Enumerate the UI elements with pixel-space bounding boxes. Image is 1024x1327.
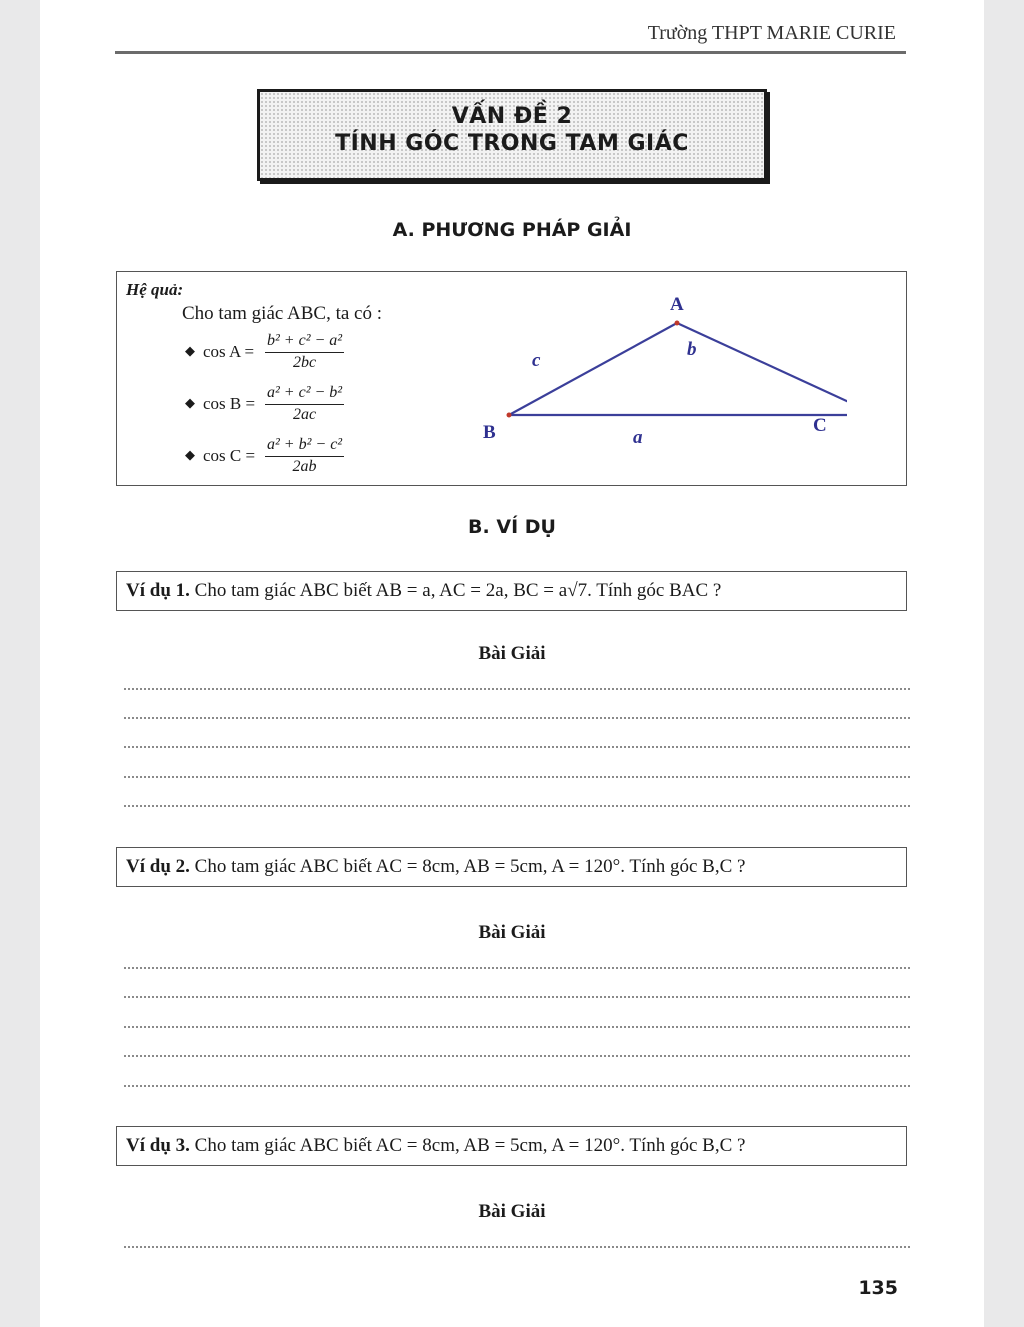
example-text: Cho tam giác ABC biết AC = 8cm, AB = 5cm, A = 120°. Tính góc B,C ? xyxy=(194,856,746,877)
side-c-label: c xyxy=(532,350,541,371)
topic-title-box xyxy=(257,89,767,181)
topic-number: VẤN ĐỀ 2 xyxy=(451,104,573,129)
corollary-box xyxy=(116,271,907,486)
school-name: Trường THPT MARIE CURIE xyxy=(647,22,896,44)
section-a-heading: A. PHƯƠNG PHÁP GIẢI xyxy=(392,219,632,241)
page-number: 135 xyxy=(858,1277,898,1299)
formula-lhs: cos B = xyxy=(203,394,256,413)
answer-line xyxy=(124,1085,910,1087)
vertex-b-dot xyxy=(507,413,512,418)
corollary-intro: Cho tam giác ABC, ta có : xyxy=(182,303,383,324)
formula-cos-a xyxy=(185,330,385,378)
answer-line xyxy=(124,717,910,719)
example-3 xyxy=(126,1135,745,1157)
bullet-icon: ◆ xyxy=(185,343,195,358)
triangle-diagram xyxy=(467,287,847,467)
formula-denominator: 2ab xyxy=(292,458,317,475)
formula-numerator: b² + c² − a² xyxy=(265,330,344,353)
answer-line xyxy=(124,996,910,998)
example-2-box xyxy=(116,847,907,887)
side-a-label: a xyxy=(633,427,643,448)
vertex-a-label: A xyxy=(670,294,684,315)
formula-cos-c xyxy=(185,434,385,482)
example-2 xyxy=(126,856,745,878)
section-b-heading: B. VÍ DỤ xyxy=(468,516,556,538)
side-b-label: b xyxy=(687,339,697,360)
answer-line xyxy=(124,1055,910,1057)
example-label: Ví dụ 3. xyxy=(126,1135,190,1156)
formula-denominator: 2bc xyxy=(292,354,317,371)
example-3-box xyxy=(116,1126,907,1166)
answer-line xyxy=(124,746,910,748)
example-label: Ví dụ 1. xyxy=(126,580,190,601)
formula-lhs: cos C = xyxy=(203,446,256,465)
corollary-heading: Hệ quả: xyxy=(126,280,184,299)
solution-label: Bài Giải xyxy=(478,922,546,943)
formula-numerator: a² + c² − b² xyxy=(265,382,344,405)
answer-line xyxy=(124,967,910,969)
formula-fraction xyxy=(265,434,344,477)
side-b-line xyxy=(677,323,847,415)
formula-lhs: cos A = xyxy=(203,342,255,361)
example-text: Cho tam giác ABC biết AB = a, AC = 2a, BC = a√7. Tính góc BAC ? xyxy=(194,580,722,601)
answer-line xyxy=(124,688,910,690)
vertex-b-label: B xyxy=(483,422,496,443)
formula-denominator: 2ac xyxy=(292,406,317,423)
solution-label: Bài Giải xyxy=(478,1201,546,1222)
example-text: Cho tam giác ABC biết AC = 8cm, AB = 5cm, A = 120°. Tính góc B,C ? xyxy=(194,1135,746,1156)
formula-cos-b xyxy=(185,382,385,430)
formula-fraction xyxy=(265,330,344,373)
solution-label: Bài Giải xyxy=(478,643,546,664)
vertex-c-label: C xyxy=(813,415,827,436)
answer-line xyxy=(124,1246,910,1248)
document-page xyxy=(40,0,984,1327)
header-rule xyxy=(115,51,906,54)
example-1 xyxy=(126,580,721,602)
formula-fraction xyxy=(265,382,344,425)
formula-numerator: a² + b² − c² xyxy=(265,434,344,457)
answer-line xyxy=(124,1026,910,1028)
bullet-icon: ◆ xyxy=(185,395,195,410)
answer-line xyxy=(124,805,910,807)
answer-line xyxy=(124,776,910,778)
bullet-icon: ◆ xyxy=(185,447,195,462)
topic-title: TÍNH GÓC TRONG TAM GIÁC xyxy=(335,131,689,156)
example-1-box xyxy=(116,571,907,611)
vertex-a-dot xyxy=(675,321,680,326)
example-label: Ví dụ 2. xyxy=(126,856,190,877)
